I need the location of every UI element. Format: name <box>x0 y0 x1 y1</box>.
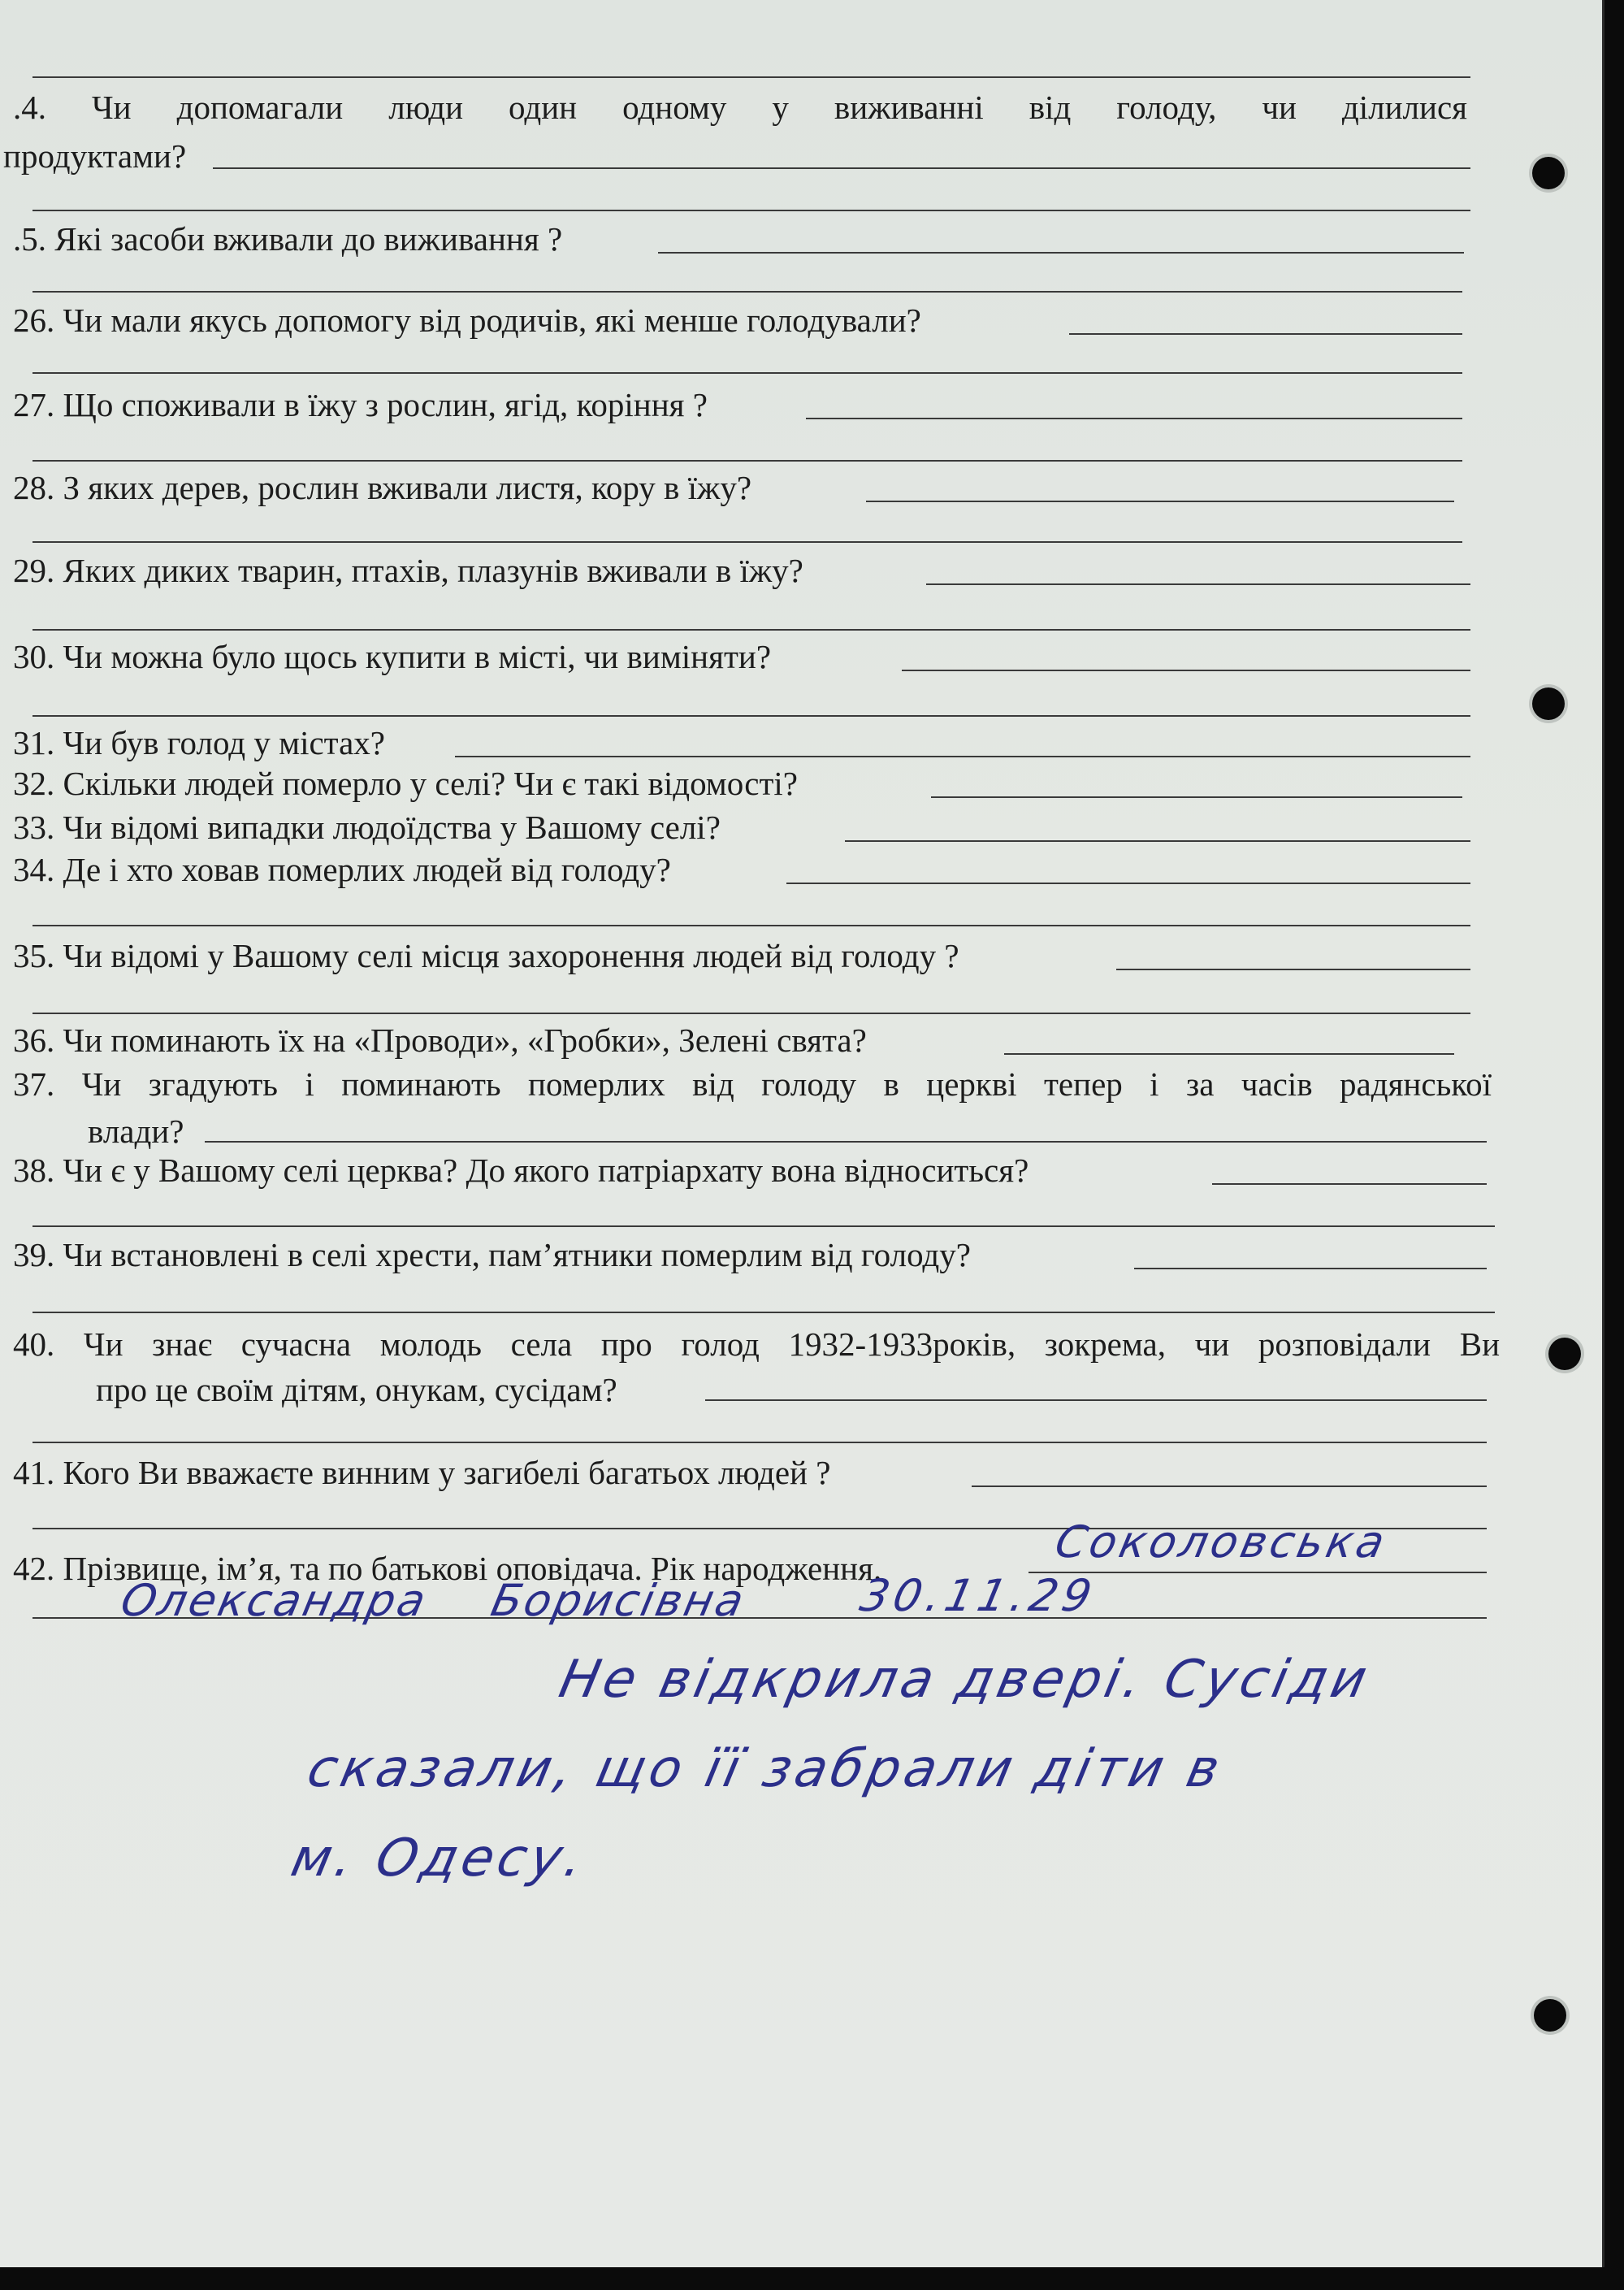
question-32 <box>13 764 798 803</box>
question-30 <box>13 637 771 676</box>
question-40 <box>13 1325 1500 1364</box>
question-text: Чи допомагали люди один одному у виживанні від голоду, чи ділилися <box>92 89 1468 126</box>
punch-hole <box>1532 157 1565 189</box>
question-text: Чи мали якусь допомогу від родичів, які менше голодували? <box>63 301 921 339</box>
question-24-continuation: продуктами? <box>3 137 187 175</box>
question-34 <box>13 850 671 889</box>
question-29 <box>13 551 803 590</box>
answer-line <box>972 1485 1487 1487</box>
question-text: Чи встановлені в селі хрести, пам’ятники померлим від голоду? <box>63 1236 971 1273</box>
punch-hole <box>1548 1338 1581 1370</box>
answer-line <box>32 460 1462 462</box>
question-text: Скільки людей померло у селі? Чи є такі відомості? <box>63 765 798 802</box>
question-text: Де і хто ховав померлих людей від голоду? <box>63 851 671 888</box>
question-number: 26. <box>13 301 55 339</box>
answer-line <box>32 629 1470 631</box>
answer-line <box>1004 1053 1454 1055</box>
answer-line <box>32 1225 1495 1227</box>
question-36 <box>13 1021 867 1060</box>
question-text: Чи є у Вашому селі церква? До якого патріархату вона відноситься? <box>63 1152 1029 1189</box>
answer-line <box>845 840 1470 842</box>
answer-line <box>902 670 1470 671</box>
question-38 <box>13 1151 1029 1190</box>
question-number: 31. <box>13 724 55 761</box>
answer-line <box>32 1442 1487 1443</box>
handwritten-note-line: сказали, що її забрали діти в <box>302 1739 1229 1799</box>
answer-line <box>32 925 1470 926</box>
question-text: Чи був голод у містах? <box>63 724 385 761</box>
answer-line <box>1069 333 1462 335</box>
question-text: Чи знає сучасна молодь села про голод 1932-1933років, зокрема, чи розповідали Ви <box>83 1325 1501 1363</box>
handwritten-surname: Соколовська <box>1050 1516 1392 1568</box>
question-number: 38. <box>13 1152 55 1189</box>
question-number: 34. <box>13 851 55 888</box>
answer-line <box>32 541 1462 543</box>
answer-line <box>926 583 1470 585</box>
question-text: Чи відомі у Вашому селі місця захоронення людей від голоду ? <box>63 937 959 974</box>
question-text: Прізвище, ім’я, та по батькові оповідача. Рік народження. <box>63 1550 882 1587</box>
answer-line <box>32 715 1470 717</box>
question-number: 30. <box>13 638 55 675</box>
answer-line <box>866 501 1454 502</box>
question-31 <box>13 723 385 762</box>
answer-line <box>1212 1183 1487 1185</box>
answer-line <box>806 418 1462 419</box>
question-25 <box>13 219 562 258</box>
answer-line <box>32 1312 1495 1313</box>
question-text: Чи згадують і поминають померлих від голоду в церкві тепер і за часів радянської <box>81 1065 1492 1103</box>
question-number: 41. <box>13 1454 55 1491</box>
question-24 <box>13 88 1467 127</box>
question-33 <box>13 808 721 847</box>
question-35 <box>13 936 959 975</box>
punch-hole <box>1534 1999 1566 2032</box>
question-number: 33. <box>13 809 55 846</box>
question-text: Що споживали в їжу з рослин, ягід, коріння ? <box>63 386 708 423</box>
question-text: Які засоби вживали до виживання ? <box>54 220 563 258</box>
answer-line <box>658 252 1464 254</box>
answer-line <box>32 372 1462 374</box>
question-number: 42. <box>13 1550 55 1587</box>
question-number: 36. <box>13 1021 55 1059</box>
answer-line <box>1116 969 1470 970</box>
answer-line <box>205 1141 1487 1143</box>
question-39 <box>13 1235 971 1274</box>
answer-line <box>32 291 1462 293</box>
question-number: 28. <box>13 469 55 506</box>
question-text: Яких диких тварин, птахів, плазунів вживали в їжу? <box>63 552 803 589</box>
question-number: .4. <box>13 89 46 126</box>
question-text: Кого Ви вважаєте винним у загибелі багатьох людей ? <box>63 1454 831 1491</box>
answer-line <box>1134 1268 1487 1269</box>
answer-line <box>705 1399 1487 1401</box>
handwritten-note-line: м. Одесу. <box>286 1828 593 1889</box>
question-41 <box>13 1453 830 1492</box>
answer-line <box>32 76 1470 78</box>
question-37 <box>13 1065 1492 1104</box>
question-27 <box>13 385 708 424</box>
handwritten-note-line: Не відкрила двері. Сусіди <box>554 1650 1376 1710</box>
answer-line <box>32 210 1470 211</box>
handwritten-birth-date: 30.11.29 <box>855 1570 1102 1621</box>
punch-hole <box>1532 687 1565 720</box>
question-text: Чи поминають їх на «Проводи», «Гробки», Зелені свята? <box>63 1021 867 1059</box>
answer-line <box>786 883 1470 884</box>
answer-line <box>213 167 1470 169</box>
question-text: Чи відомі випадки людоїдства у Вашому селі? <box>63 809 721 846</box>
question-text: Чи можна було щось купити в місті, чи виміняти? <box>63 638 772 675</box>
handwritten-name-patronymic: Олександра Борисівна <box>116 1575 751 1626</box>
question-number: 32. <box>13 765 55 802</box>
question-number: 37. <box>13 1065 55 1103</box>
question-text: З яких дерев, рослин вживали листя, кору в їжу? <box>63 469 752 506</box>
question-number: 40. <box>13 1325 55 1363</box>
question-26 <box>13 301 921 340</box>
question-37-continuation: влади? <box>88 1112 184 1150</box>
question-28 <box>13 468 751 507</box>
answer-line <box>32 1013 1470 1014</box>
question-number: 39. <box>13 1236 55 1273</box>
question-40-continuation: про це своїм дітям, онукам, сусідам? <box>96 1371 617 1408</box>
question-number: 29. <box>13 552 55 589</box>
question-number: 35. <box>13 937 55 974</box>
answer-line <box>455 756 1470 757</box>
question-number: 27. <box>13 386 55 423</box>
question-number: .5. <box>13 220 46 258</box>
answer-line <box>931 796 1462 798</box>
